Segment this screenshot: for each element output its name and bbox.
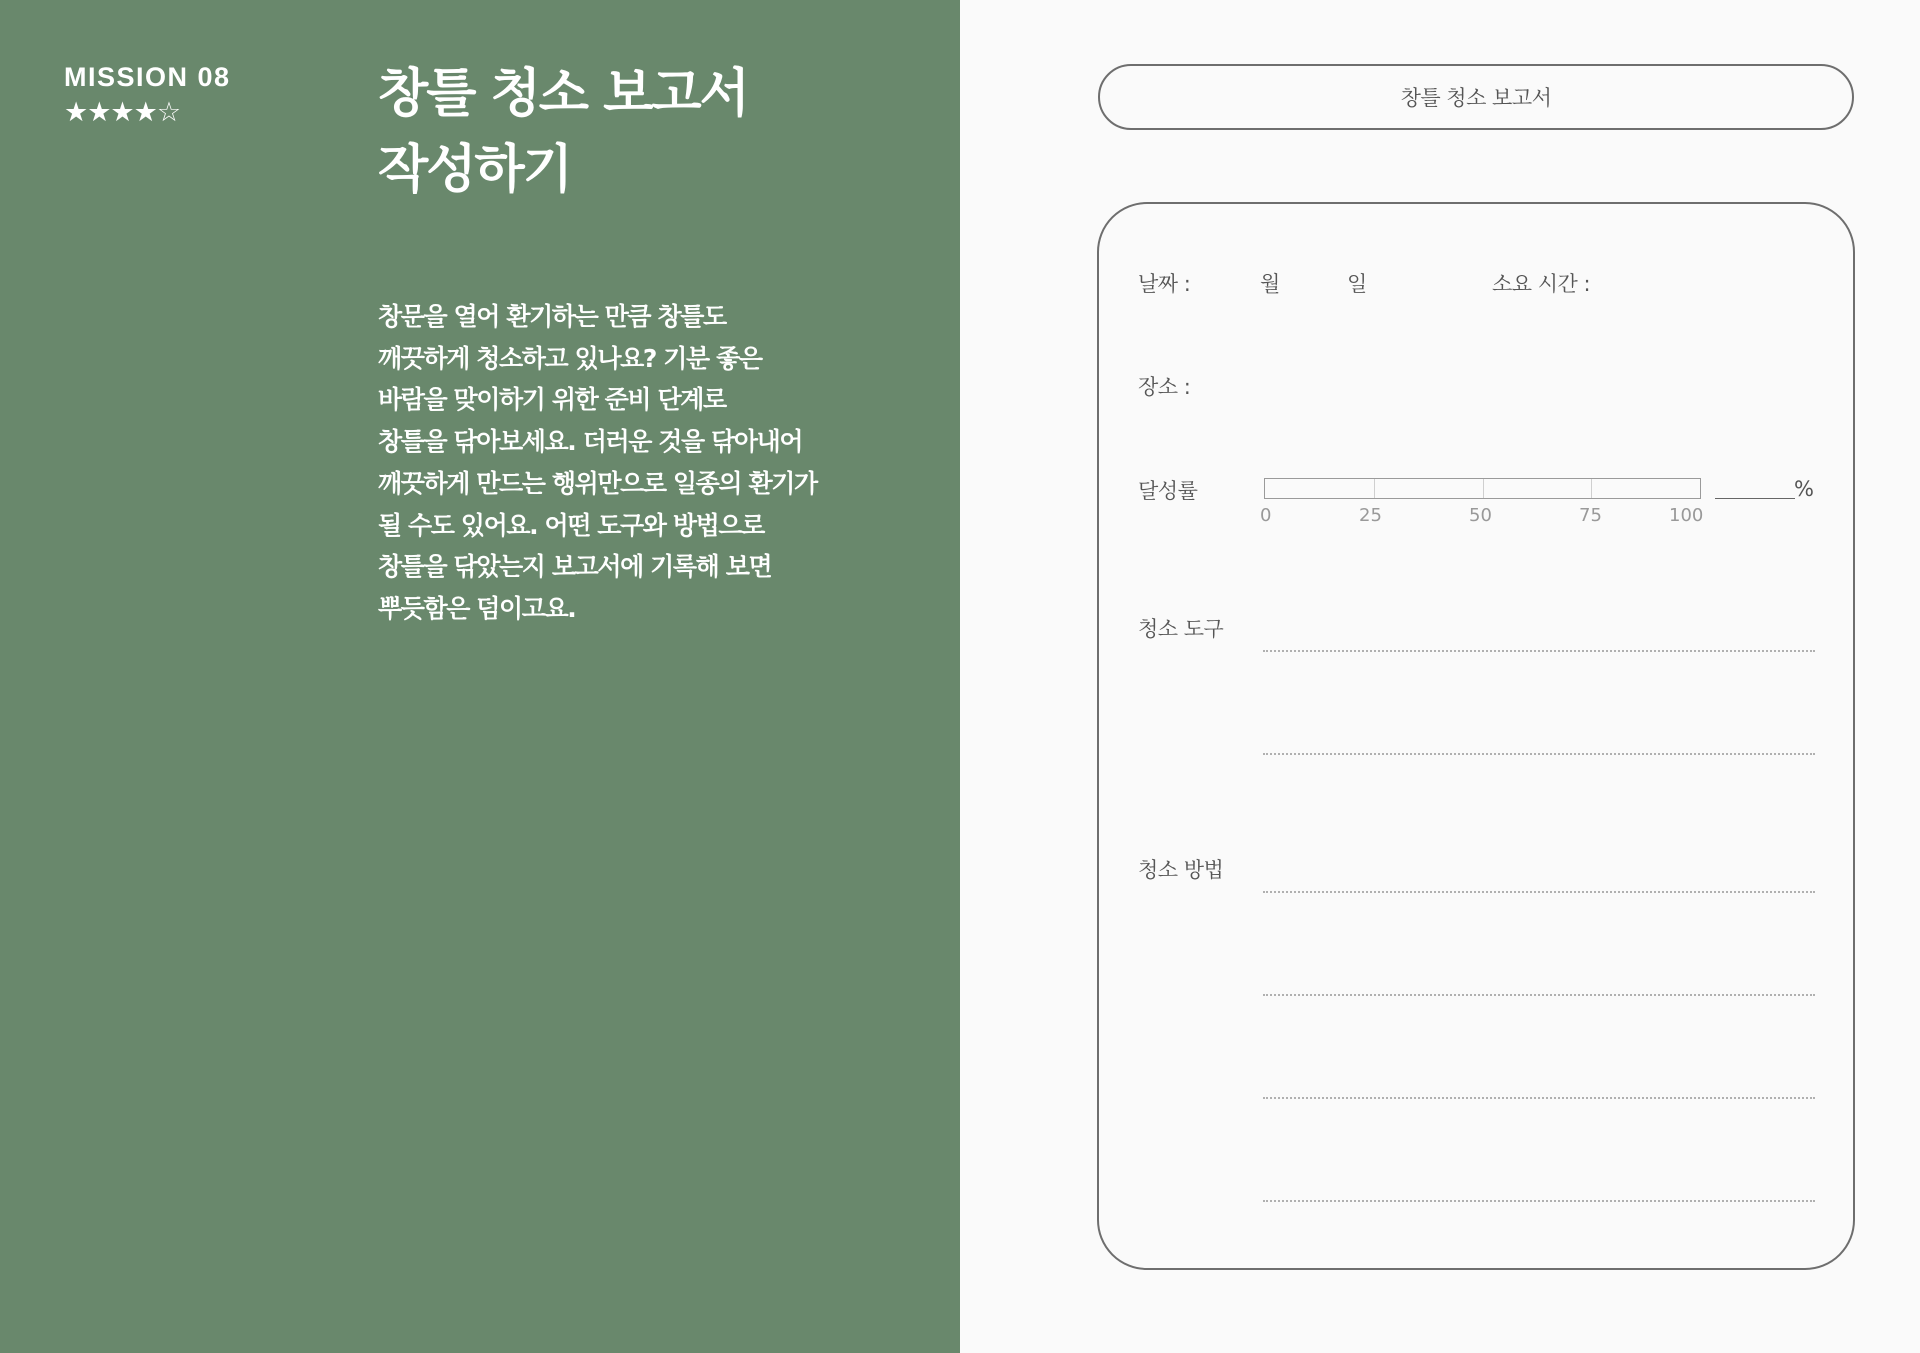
achievement-label: 달성률	[1138, 479, 1198, 503]
description-line: 창틀을 닦았는지 보고서에 기록해 보면	[378, 552, 772, 582]
bar-tick	[1591, 479, 1592, 498]
method-line[interactable]	[1263, 891, 1815, 893]
achievement-tick-label: 25	[1359, 505, 1382, 526]
title-line: 작성하기	[378, 140, 571, 200]
achievement-tick-label: 50	[1469, 505, 1492, 526]
report-form-card	[1097, 202, 1855, 1270]
description-line: 깨끗하게 청소하고 있나요? 기분 좋은	[378, 343, 762, 373]
method-line[interactable]	[1263, 994, 1815, 996]
title-line: 창틀 청소 보고서	[378, 64, 748, 124]
mission-description	[378, 296, 918, 630]
bar-tick	[1483, 479, 1484, 498]
place-label: 장소 :	[1138, 375, 1191, 399]
page-title	[378, 56, 918, 208]
achievement-tick-label: 75	[1579, 505, 1602, 526]
description-line: 바람을 맞이하기 위한 준비 단계로	[378, 385, 726, 415]
tools-line[interactable]	[1263, 753, 1815, 755]
percent-sign: %	[1794, 477, 1814, 501]
day-label: 일	[1347, 272, 1367, 296]
tools-line[interactable]	[1263, 650, 1815, 652]
achievement-bar[interactable]	[1264, 478, 1701, 499]
description-line: 창문을 열어 환기하는 만큼 창틀도	[378, 302, 726, 331]
method-label: 청소 방법	[1138, 858, 1224, 882]
mission-number: MISSION 08	[64, 62, 231, 92]
description-line: 깨끗하게 만드는 행위만으로 일종의 환기가	[378, 468, 817, 498]
report-header: 창틀 청소 보고서	[1098, 64, 1854, 130]
achievement-tick-label: 0	[1260, 505, 1272, 526]
tools-label: 청소 도구	[1138, 617, 1224, 641]
description-line: 될 수도 있어요. 어떤 도구와 방법으로	[378, 510, 764, 540]
method-line[interactable]	[1263, 1097, 1815, 1099]
report-panel	[960, 0, 1920, 1353]
method-line[interactable]	[1263, 1200, 1815, 1202]
description-line: 뿌듯함은 덤이고요.	[378, 593, 576, 623]
achievement-percent-blank[interactable]	[1715, 498, 1795, 499]
date-label: 날짜 :	[1138, 272, 1191, 296]
difficulty-stars: ★★★★☆	[64, 97, 181, 128]
duration-label: 소요 시간 :	[1492, 272, 1591, 296]
description-line: 창틀을 닦아보세요. 더러운 것을 닦아내어	[378, 427, 803, 457]
achievement-tick-label: 100	[1669, 505, 1704, 526]
bar-tick	[1374, 479, 1375, 498]
month-label: 월	[1260, 272, 1280, 296]
